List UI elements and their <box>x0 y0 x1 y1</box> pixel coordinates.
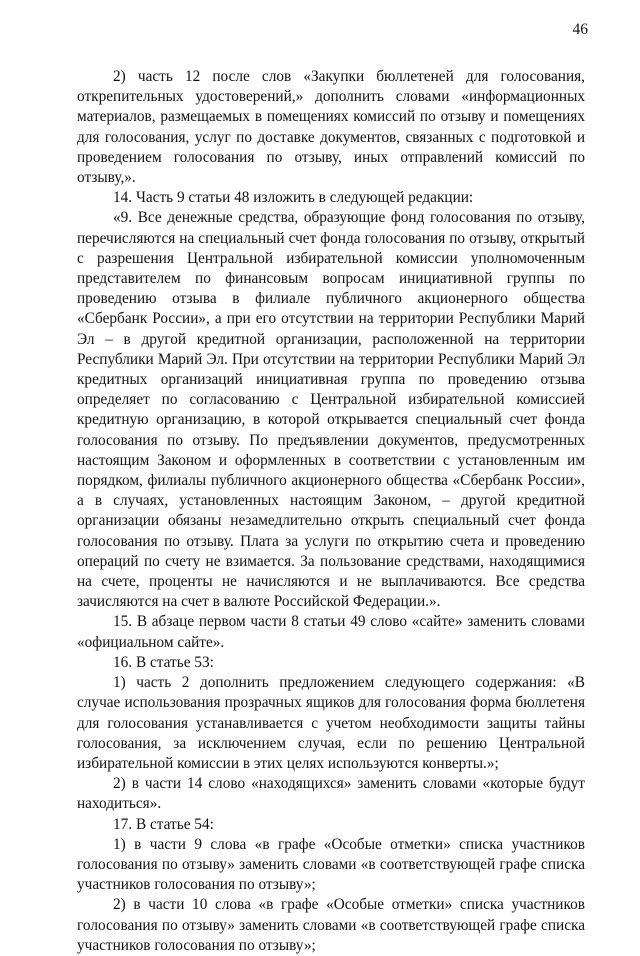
paragraph-point-17-item-1: 1) в части 9 слова «в графе «Особые отметки» списка участников голосования по отзыву» заменить словами «в соответствующей графе списка участников голосования по отзыву»; <box>77 835 585 894</box>
paragraph-point-16-item-1: 1) часть 2 дополнить предложением следующего содержания: «В случае использования прозрачных ящиков для голосования форма бюллетеня для голосования устанавливается с учетом необходимости защиты тайны голосования, за исключением случая, если по решению Центральной избирательной комиссии в этих целях используются конверты.»; <box>77 674 585 772</box>
paragraph-point-17-item-2: 2) в части 10 слова «в графе «Особые отметки» списка участников голосования по отзыву» заменить словами «в соответствующей графе списка участников голосования по отзыву»; <box>77 896 585 954</box>
paragraph-point-15: 15. В абзаце первом части 8 статьи 49 слово «сайте» заменить словами «официальном сайте». <box>77 613 585 651</box>
paragraph-point-17: 17. В статье 54: <box>113 815 214 833</box>
paragraph-point-14: 14. Часть 9 статьи 48 изложить в следующей редакции: <box>113 189 474 207</box>
paragraph-new-part-9: «9. Все денежные средства, образующие фонд голосования по отзыву, перечисляются на специальный счет фонда голосования по отзыву, открытый с разрешения Центральной избирательной комиссии уполномоченным представителем по финансовым вопросам инициативной группы по проведению отзыва в филиале публичного акционерного общества «Сбербанк России», а при его отсутствии на территории Республики Марий Эл – в другой кредитной организации, расположенной на территории Республики Марий Эл. При отсутствии на территории Республики Марий Эл кредитных организаций инициативная группа по проведению отзыва определяет по согласованию с Центральной избирательной комиссией кредитную организацию, в которой открывается специальный счет фонда голосования по отзыву. По предъявлении документов, предусмотренных настоящим Законом и оформленных в соответствии с установленным им порядком, филиалы публичного акционерного общества «Сбербанк России», а в случаях, установленных настоящим Законом, – другой кредитной организации обязаны незамедлительно открыть специальный счет фонда голосования по отзыву. Плата за услуги по открытию счета и проведению операций по счету не взимается. За пользование средствами, находящимися на счете, проценты не начисляются и не выплачиваются. Все средства зачисляются на счет в валюте Российской Федерации.». <box>77 209 585 611</box>
document-body <box>77 67 585 956</box>
paragraph-point-16-item-2: 2) в части 14 слово «находящихся» заменить словами «которые будут находиться». <box>77 775 585 813</box>
page-number: 46 <box>572 21 588 38</box>
paragraph-point-16: 16. В статье 53: <box>113 653 214 671</box>
paragraph-item-2-part-12: 2) часть 12 после слов «Закупки бюллетеней для голосования, открепительных удостоверений,» дополнить словами «информационных материалов, размещаемых в помещениях комиссий по отзыву и помещениях для голосования, услуг по доставке документов, связанных с подготовкой и проведением голосования по отзыву, иных отправлений комиссий по отзыву,». <box>77 68 585 187</box>
